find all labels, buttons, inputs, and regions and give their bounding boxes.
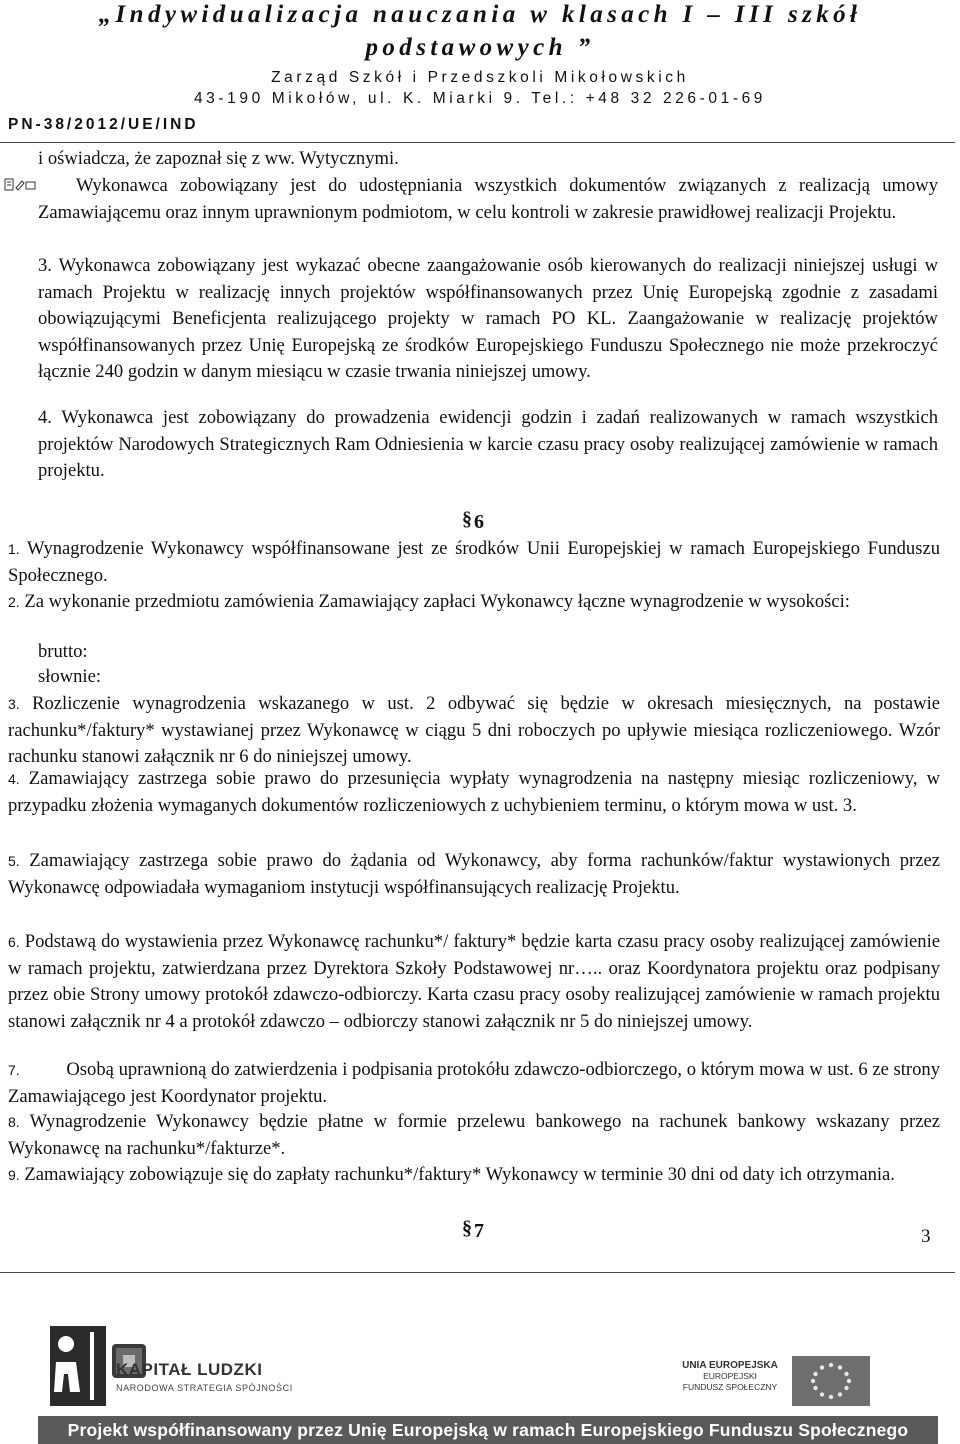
s6-paragraph-5 [8, 848, 940, 901]
s6-p4-number: 4. [8, 771, 20, 787]
s6-p5-text: Zamawiający zastrzega sobie prawo do żądania od Wykonawcy, aby forma rachunków/faktur wystawionych przez Wykonawcę odpowiadała wymaganiom instytucji współfinansujących realizację Projektu. [8, 850, 940, 898]
clause-2-text: Wykonawca zobowiązany jest do udostępniania wszystkich dokumentów związanych z realizacją umowy Zamawiającemu oraz innym uprawnionym podmiotom, w celu kontroli w zakresie prawidłowej realizacji Projektu. [38, 175, 938, 223]
s6-p8-text: Wynagrodzenie Wykonawcy będzie płatne w formie przelewu bankowego na rachunek bankowy wskazany przez Wykonawcę na rachunku*/fakturze*. [8, 1111, 940, 1159]
s6-paragraph-8 [8, 1109, 940, 1162]
clause-3 [38, 253, 938, 386]
s6-p4-text: Zamawiający zastrzega sobie prawo do przesunięcia wypłaty wynagrodzenia na następny miesiąc rozliczeniowy, w przypadku złożenia wymaganych dokumentów rozliczeniowych z uchybieniem terminu, o którym mowa w ust. 3. [8, 768, 940, 816]
s6-p9-text: Zamawiający zobowiązuje się do zapłaty rachunku*/faktury* Wykonawcy w terminie 30 dni od daty ich otrzymania. [24, 1164, 895, 1185]
document-title-line1: „Indywidualizacja nauczania w klasach I – III szkół [98, 1, 862, 28]
intro-line: i oświadcza, że zapoznał się z ww. Wytycznymi. [38, 148, 399, 169]
clause-3-text: Wykonawca zobowiązany jest wykazać obecne zaangażowanie osób kierowanych do realizacji niniejszej usługi w ramach Projektu w realizację innych projektów współfinansowanych przez Unię Europejską zgodnie z zasadami obowiązującymi Beneficjenta realizującego projekty w ramach PO KL. Zaangażowanie w realizację projektów współfinansowanych przez Unię Europejską ze środków Europejskiego Funduszu Społecznego nie może przekroczyć łącznie 240 godzin w danym miesiącu w czasie trwania niniejszej umowy. [38, 255, 938, 382]
clause-3-number: 3. [38, 255, 52, 276]
section-6-heading: 6 [474, 511, 484, 533]
s6-p1-text: Wynagrodzenie Wykonawcy współfinansowane jest ze środków Unii Europejskiej w ramach Europejskiego Funduszu Społecznego. [8, 538, 940, 586]
s6-p1-number: 1. [8, 541, 20, 557]
s6-paragraph-9 [8, 1162, 940, 1189]
kapital-ludzki-name: KAPITAŁ LUDZKI [116, 1360, 263, 1379]
s6-p6-number: 6. [8, 934, 20, 950]
eu-line3: FUNDUSZ SPOŁECZNY [682, 1382, 778, 1392]
s6-paragraph-3 [8, 691, 940, 771]
brutto-label: brutto: [38, 641, 88, 662]
s6-p3-number: 3. [8, 696, 20, 712]
header-divider [0, 142, 955, 143]
s6-paragraph-2 [8, 589, 940, 616]
s6-p9-number: 9. [8, 1167, 20, 1183]
slownie-label: słownie: [38, 666, 102, 687]
clause-4-number: 4. [38, 407, 52, 428]
section-symbol-icon: § [462, 1217, 472, 1239]
kapital-ludzki-text [116, 1360, 293, 1393]
s6-p8-number: 8. [8, 1114, 20, 1130]
s6-p3-text: Rozliczenie wynagrodzenia wskazanego w ust. 2 odbywać się będzie w okresach miesięcznych, na postawie rachunku*/faktury* wystawianej przez Wykonawcę w ciągu 5 dni roboczych po upływie miesiąca rozliczeniowego. Wzór rachunku stanowi załącznik nr 6 do niniejszej umowy. [8, 693, 940, 767]
page-number: 3 [921, 1226, 931, 1247]
s6-p2-number: 2. [8, 594, 20, 610]
s6-p7-text: Osobą uprawnioną do zatwierdzenia i podpisania protokółu zdawczo-odbiorczego, o którym mowa w ust. 6 ze strony Zamawiającego jest Koordynator projektu. [8, 1059, 940, 1107]
clause-4-text: Wykonawca jest zobowiązany do prowadzenia ewidencji godzin i zadań realizowanych w ramach wszystkich projektów Narodowych Strategicznych Ram Odniesienia w karcie czasu pracy osoby realizującej zamówienie w ramach projektu. [38, 407, 939, 481]
section-symbol-icon: § [462, 508, 472, 530]
document-title-line2: podstawowych ” [365, 34, 595, 61]
eu-flag-icon [792, 1356, 870, 1406]
s6-paragraph-1 [8, 536, 940, 589]
eu-fund-text [680, 1360, 780, 1393]
footer-divider [0, 1272, 955, 1273]
section-7-heading: 7 [474, 1220, 484, 1242]
s6-paragraph-7 [8, 1057, 940, 1110]
cofinancing-banner: Projekt współfinansowany przez Unię Europejską w ramach Europejskiego Funduszu Społecznego [38, 1416, 938, 1444]
eu-line1: UNIA EUROPEJSKA [682, 1360, 778, 1371]
s6-p2-text: Za wykonanie przedmiotu zamówienia Zamawiający zapłaci Wykonawcy łączne wynagrodzenie w wysokości: [24, 591, 850, 612]
clause-4 [38, 405, 938, 485]
s6-p5-number: 5. [8, 853, 20, 869]
s6-paragraph-6 [8, 929, 940, 1035]
organization-name: Zarząd Szkół i Przedszkoli Mikołowskich [271, 69, 689, 86]
reference-number: PN-38/2012/UE/IND [8, 116, 199, 133]
kapital-ludzki-subtitle: NARODOWA STRATEGIA SPÓJNOŚCI [116, 1383, 293, 1393]
broken-glyph-icon [4, 176, 36, 194]
s6-p6-text: Podstawą do wystawienia przez Wykonawcę rachunku*/ faktury* będzie karta czasu pracy osoby realizującej zamówienie w ramach projektu, zatwierdzana przez Dyrektora Szkoły Podstawowej nr….. oraz Koordynatora projektu oraz podpisany przez obie Strony umowy protokół zdawczo-odbiorczy. Karta czasu pracy osoby realizującej zamówienie w ramach projektu stanowi załącznik nr 4 a protokół zdawczo – odbiorczy stanowi załącznik nr 5 do niniejszej umowy. [8, 931, 940, 1032]
organization-address: 43-190 Mikołów, ul. K. Miarki 9. Tel.: +48 32 226-01-69 [193, 90, 767, 107]
s6-paragraph-4 [8, 766, 940, 819]
s6-p7-number: 7. [8, 1062, 20, 1078]
eu-line2: EUROPEJSKI [703, 1371, 757, 1381]
